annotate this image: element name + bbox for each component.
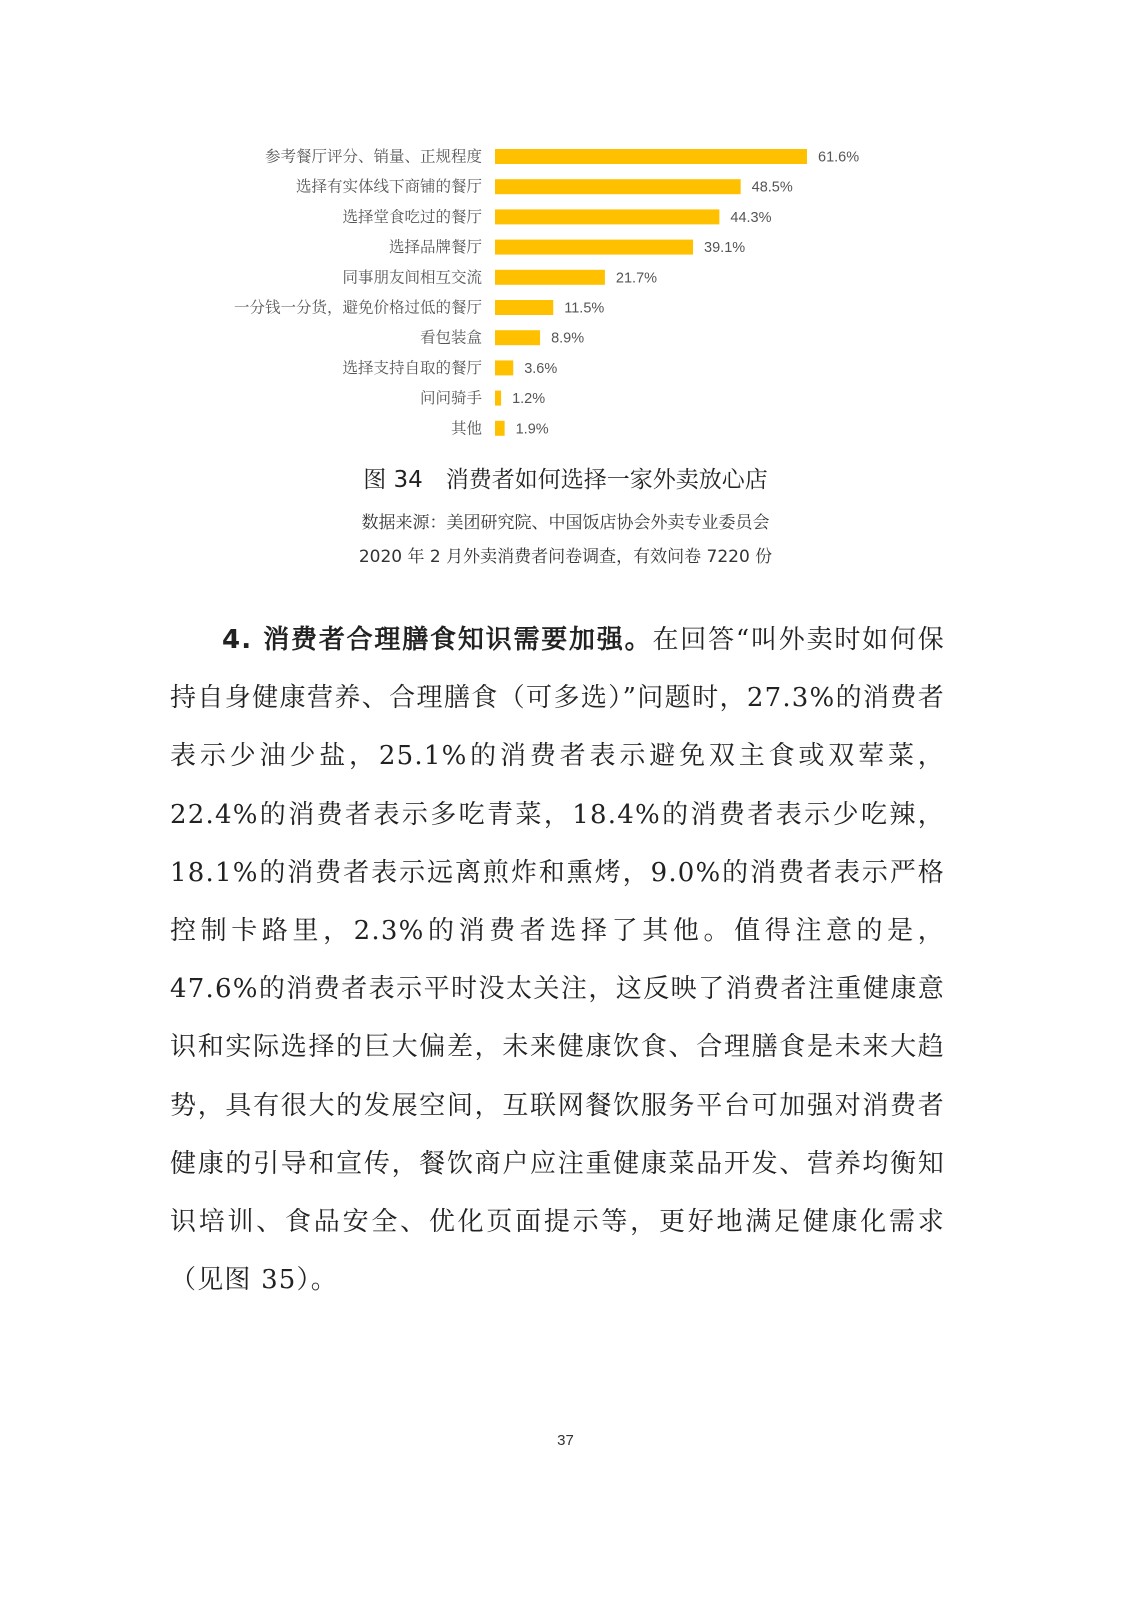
value-label: 39.1% [704,240,746,257]
value-label: 44.3% [730,209,772,226]
bar [495,300,553,315]
bar [495,149,807,164]
value-label: 11.5% [564,300,605,317]
bar [495,240,693,255]
category-label: 选择支持自取的餐厅 [342,358,482,377]
section-heading: 4. 消费者合理膳食知识需要加强。 [222,625,653,655]
bar [495,421,505,436]
bar [495,360,513,375]
figure-survey-note: 2020 年 2 月外卖消费者问卷调查，有效问卷 7220 份 [358,547,773,567]
value-label: 21.7% [615,270,658,287]
category-label: 参考餐厅评分、销量、正规程度 [264,147,482,166]
figure-source: 数据来源：美团研究院、中国饭店协会外卖专业委员会 [361,513,770,533]
bar [495,179,741,194]
category-label: 选择堂食吃过的餐厅 [342,207,482,226]
category-label: 其他 [450,419,482,438]
value-label: 1.2% [512,391,546,408]
category-label: 看包装盒 [419,328,482,347]
bar-chart [0,140,1131,450]
category-label: 选择品牌餐厅 [388,238,482,257]
value-label: 61.6% [818,149,860,166]
value-label: 48.5% [751,179,793,196]
bar [495,209,719,224]
category-label: 同事朋友间相互交流 [342,268,482,287]
category-label: 一分钱一分货，避免价格过低的餐厅 [233,298,482,317]
body-text: 在回答“叫外卖时如何保持自身健康营养、合理膳食（可多选）”问题时，27.3%的消费者表示少油少盐，25.1%的消费者表示避免双主食或双荤菜，22.4%的消费者表示多吃青菜，18.4%的消费者表示少吃辣，18.1%的消费者表示远离煎炸和熏烤，9.0%的消费者表示严格控制卡路里，2.3%的消费者选择了其他。值得注意的是，47.6%的消费者表示平时没太关注，这反映了消费者注重健康意识和实际选择的巨大偏差，未来健康饮食、合理膳食是未来大趋势，具有很大的发展空间，互联网餐饮服务平台可加强对消费者健康的引导和宣传，餐饮商户应注重健康菜品开发、营养均衡知识培训、食品安全、优化页面提示等，更好地满足健康化需求（见图 35）。 [170,625,945,1296]
value-label: 8.9% [551,330,585,347]
category-label: 问问骑手 [419,389,482,408]
bar [495,270,605,285]
category-label: 选择有实体线下商铺的餐厅 [295,177,482,196]
value-label: 3.6% [524,360,558,377]
bar [495,391,501,406]
figure-title: 图 34 消费者如何选择一家外卖放心店 [363,467,768,493]
page-number: 37 [557,1432,574,1449]
bar [495,330,540,345]
body-paragraph [170,611,945,1309]
value-label: 1.9% [515,421,549,438]
